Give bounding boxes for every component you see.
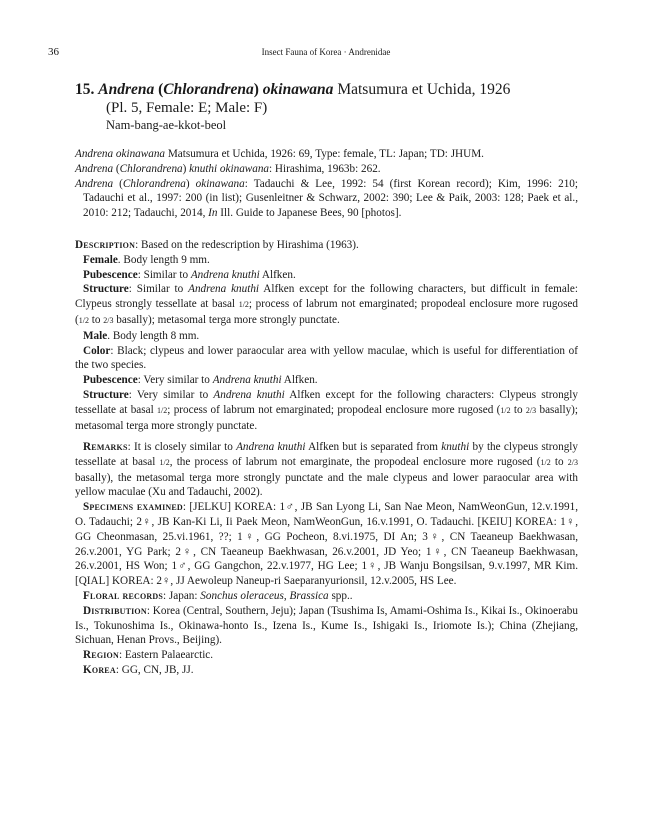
remarks-paragraph: Remarks: It is closely similar to Andrena knuthi Alfken but is separated from knuthi by the clypeus strongly tessellate at basal 1/2, the process of labrum not emarginate, the propodeal enclosure more rugosed (1/2 to 2/3 basally), the metasomal terga more strongly punctate and the male clypeus and lower paraocular area with yellow maculae (Xu and Tadauchi, 2002). [75,441,578,499]
species-title [75,80,595,99]
remarks-section [75,440,578,678]
female-length: Female. Body length 9 mm. [83,253,210,266]
female-pubescence: Pubescence: Similar to Andrena knuthi Alfken. [83,268,296,281]
genus-name: Andrena [98,81,155,98]
species-name: okinawana [262,81,334,98]
korean-name: Nam-bang-ae-kkot-beol [106,118,227,132]
section-heading: Remarks [83,441,128,453]
section-heading: Korea [83,663,116,676]
species-number: 15. [75,81,95,98]
synonym-entry: Andrena (Chlorandrena) okinawana: Tadauchi & Lee, 1992: 54 (first Korean record); Kim, 1996: 210; Tadauchi et al., 1997: 200 (in list); Gusenleitner & Schwarz, 2002: 390; Lee & Paik, 2003: 128; Paek et al., 2010: 212; Tadauchi, 2014, In Ill. Guide to Japanese Bees, 90 [photos]. [75,177,578,220]
species-author: Matsumura et Uchida, 1926 [337,81,511,98]
page-number: 36 [48,46,59,58]
distribution: Distribution: Korea (Central, Southern, Jeju); Japan (Tsushima Is, Amami-Oshima Is., Kikai Is., Okinoerabu Is., Tokunoshima Is., Okinawa-honto Is., Izena Is., Kume Is., Ishigaki Is., Iriomote Is.); China (Zhejiang, Sichuan, Henan Provs., Beijing). [75,604,578,647]
korea-provinces: Korea: GG, CN, JB, JJ. [83,663,194,676]
male-length: Male. Body length 8 mm. [83,329,200,342]
description-section [75,238,578,433]
floral-records: Floral records: Japan: Sonchus oleraceus, Brassica spp.. [83,589,353,602]
synonym-subgenus: (Chlorandrena) okinawana [113,177,245,190]
section-heading: Description [75,239,136,251]
description-intro: Description: Based on the redescription by Hirashima (1963). [75,239,359,251]
synonymy-section [75,147,578,221]
section-heading: Distribution [83,604,147,617]
male-pubescence: Pubescence: Very similar to Andrena knuthi Alfken. [83,374,318,387]
section-heading: Floral records [83,589,163,602]
species-title-block [75,80,595,134]
running-head: Insect Fauna of Korea · Andrenidae [261,47,391,57]
section-heading: Specimens examined [83,501,183,514]
subgenus-name: (Chlorandrena) [158,81,259,98]
male-color: Color: Black; clypeus and lower paraocular area with yellow maculae, which is useful for differentiation of the two species. [75,344,578,372]
synonym-entry: Andrena (Chlorandrena) knuthi okinawana: Hirashima, 1963b: 262. [75,162,381,175]
male-structure: Structure: Very similar to Andrena knuthi Alfken except for the following characters: Clypeus strongly tessellate at basal 1/2; process of labrum not emarginated; propodeal enclosure more rugosed (1/2 to 2/3 basally); metasomal terga more strongly punctate. [75,388,578,432]
plate-reference: (Pl. 5, Female: E; Male: F) [106,100,268,116]
specimens-examined: Specimens examined: [JELKU] KOREA: 1♂, JB San Lyong Li, San Nae Meon, NamWeonGun, 12.v.1991, O. Tadauchi; 2♀, JB Kan-Ki Li, Ii Paek Meon, NamWeonGun, 16.v.1991, O. Tadauchi. [KEIU] KOREA: 1♀, GG Cheonmasan, 25.vi.1961, ??; 1♀, GG Pocheon, 8.vi.1975, DI An; 3♀, CN Taeaneup Baekhwasan, 26.v.2001, YG Park; 2♀, CN Taeaneup Baekhwasan, 26.v.2001, JD Yeo; 1♀, CN Taeaneup Baekhwasan, 26.v.2001, HS Won; 1♂, GG Gangchon, 22.v.1977, HG Lee; 1♀, JB Wanju Bongsilsan, 9.v.1997, MR Kim. [QIAL] KOREA: 2♀, JJ Aewoleup Naneup-ri Saeparanyurionsil, 12.v.2005, HS Lee. [75,501,578,588]
synonym-subgenus: (Chlorandrena) knuthi okinawana [115,162,270,175]
section-heading: Region [83,649,119,662]
female-structure: Structure: Similar to Andrena knuthi Alfken except for the following characters, but difficult in female: Clypeus strongly tessellate at basal 1/2; process of labrum not emarginated; propodeal enclosure more rugosed (1/2 to 2/3 basally); metasomal terga more strongly punctate. [75,283,578,326]
region: Region: Eastern Palaearctic. [83,649,214,662]
synonym-entry: Andrena okinawana Matsumura et Uchida, 1926: 69, Type: female, TL: Japan; TD: JHUM. [75,148,484,160]
